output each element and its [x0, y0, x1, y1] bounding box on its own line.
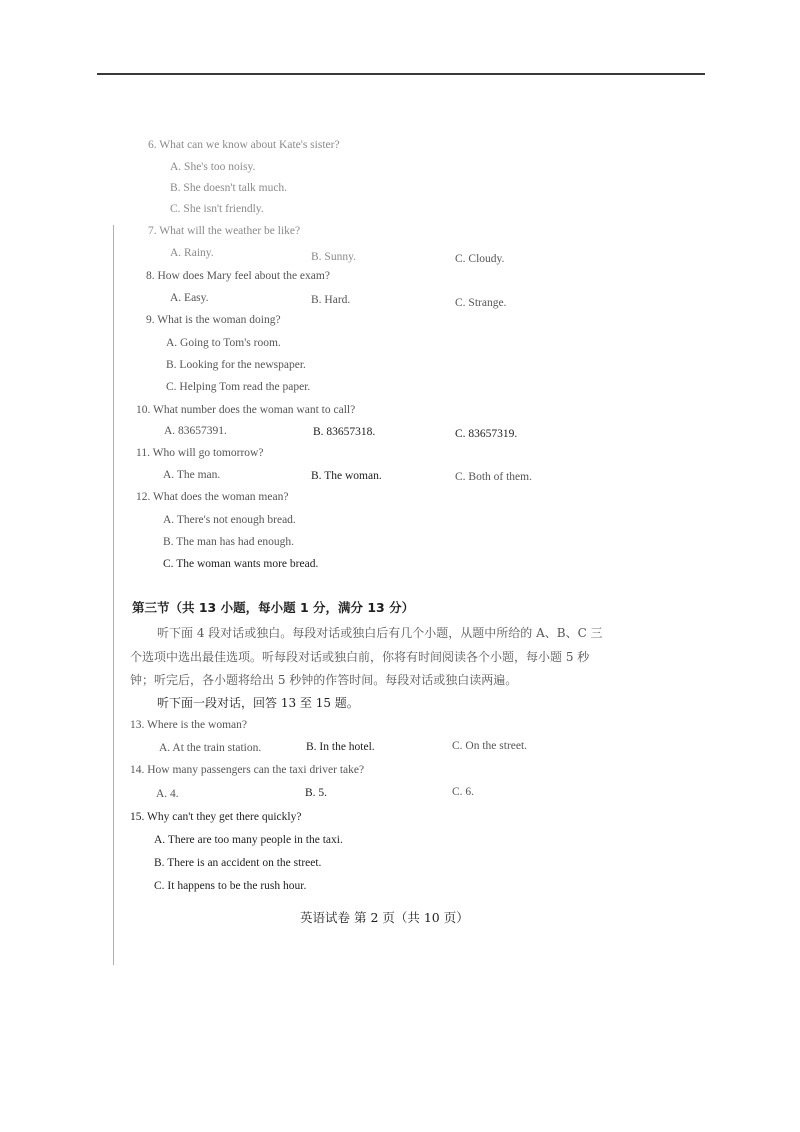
q13-option-b: B. In the hotel. — [306, 741, 375, 753]
q9-option-a: A. Going to Tom's room. — [166, 337, 281, 349]
question-10: 10. What number does the woman want to call? — [136, 404, 356, 416]
header-rule — [97, 73, 705, 75]
q11-option-a: A. The man. — [163, 469, 221, 481]
question-11: 11. Who will go tomorrow? — [136, 447, 264, 459]
q14-option-c: C. 6. — [452, 786, 475, 798]
question-9: 9. What is the woman doing? — [146, 314, 281, 326]
question-8: 8. How does Mary feel about the exam? — [146, 270, 330, 282]
q6-option-c: C. She isn't friendly. — [170, 203, 264, 215]
q9-option-c: C. Helping Tom read the paper. — [166, 381, 311, 393]
q9-option-b: B. Looking for the newspaper. — [166, 359, 306, 371]
section-3-instruction-line-2: 个选项中选出最佳选项。听每段对话或独白前，你将有时间阅读各个小题，每小题 5 秒 — [130, 650, 590, 664]
q14-option-a: A. 4. — [156, 788, 179, 800]
q6-option-a: A. She's too noisy. — [170, 161, 256, 173]
section-3-prompt: 听下面一段对话，回答 13 至 15 题。 — [157, 696, 359, 710]
page-footer: 英语试卷 第 2 页（共 10 页） — [300, 910, 469, 925]
q11-option-c: C. Both of them. — [455, 471, 532, 483]
q7-option-c: C. Cloudy. — [455, 253, 505, 265]
q13-option-a: A. At the train station. — [159, 742, 262, 754]
section-3-title: 第三节（共 13 小题，每小题 1 分，满分 13 分） — [132, 600, 415, 615]
question-12: 12. What does the woman mean? — [136, 491, 289, 503]
q15-option-a: A. There are too many people in the taxi. — [154, 834, 343, 846]
q8-option-a: A. Easy. — [170, 292, 209, 304]
q8-option-c: C. Strange. — [455, 297, 507, 309]
question-15: 15. Why can't they get there quickly? — [130, 811, 302, 823]
q14-option-b: B. 5. — [305, 787, 328, 799]
binding-margin-line — [113, 225, 114, 965]
q10-option-a: A. 83657391. — [164, 425, 227, 437]
q7-option-b: B. Sunny. — [311, 251, 356, 263]
q10-option-b: B. 83657318. — [313, 426, 376, 438]
question-14: 14. How many passengers can the taxi driver take? — [130, 764, 365, 776]
q6-option-b: B. She doesn't talk much. — [170, 182, 288, 194]
q12-option-c: C. The woman wants more bread. — [163, 558, 319, 570]
question-13: 13. Where is the woman? — [130, 719, 247, 731]
q12-option-a: A. There's not enough bread. — [163, 514, 296, 526]
q15-option-b: B. There is an accident on the street. — [154, 857, 322, 869]
q8-option-b: B. Hard. — [311, 294, 351, 306]
section-3-instruction-line-3: 钟；听完后，各小题将给出 5 秒钟的作答时间。每段对话或独白读两遍。 — [130, 673, 518, 687]
question-6: 6. What can we know about Kate's sister? — [148, 139, 340, 151]
question-7: 7. What will the weather be like? — [148, 225, 301, 237]
section-3-instruction-line-1: 听下面 4 段对话或独白。每段对话或独白后有几个小题，从题中所给的 A、B、C 三 — [157, 626, 603, 640]
q7-option-a: A. Rainy. — [170, 247, 214, 259]
q15-option-c: C. It happens to be the rush hour. — [154, 880, 307, 892]
q12-option-b: B. The man has had enough. — [163, 536, 295, 548]
q11-option-b: B. The woman. — [311, 470, 382, 482]
q13-option-c: C. On the street. — [452, 740, 528, 752]
q10-option-c: C. 83657319. — [455, 428, 518, 440]
